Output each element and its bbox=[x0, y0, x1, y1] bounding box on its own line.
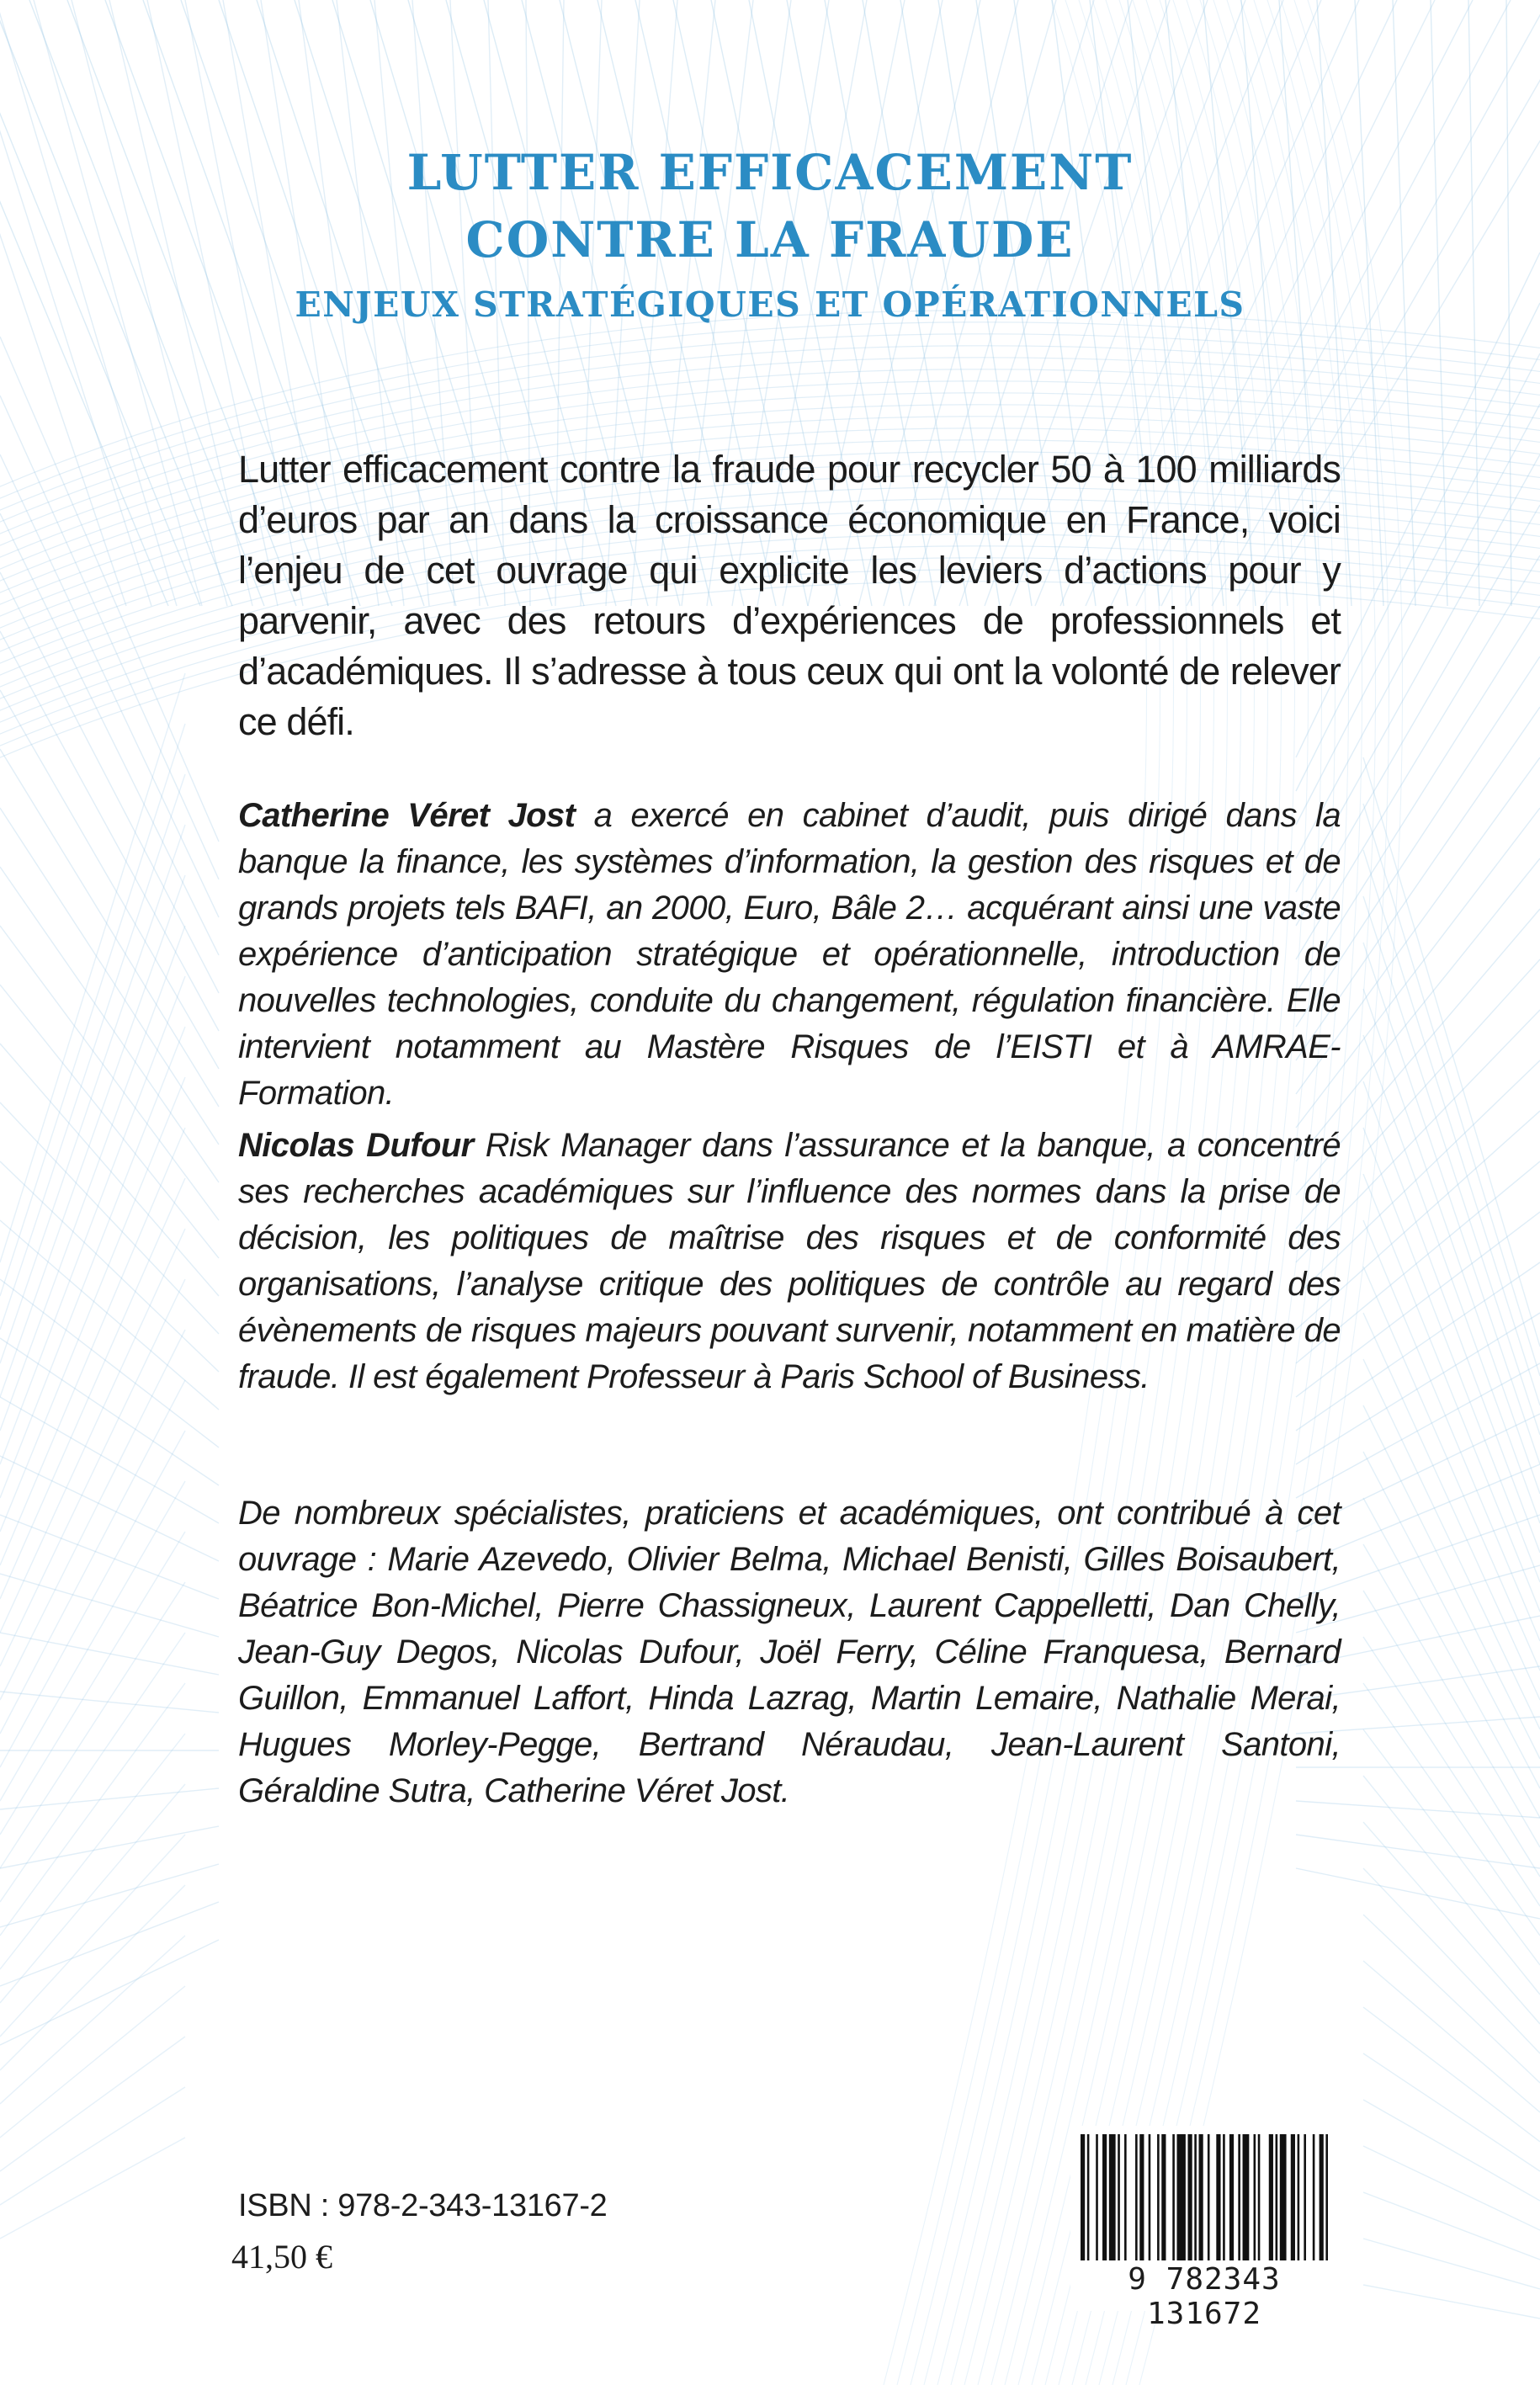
background-line bbox=[1296, 1835, 1540, 1868]
background-line bbox=[0, 1532, 185, 1835]
background-line bbox=[0, 572, 219, 993]
barcode bbox=[1070, 2126, 1338, 2331]
background-line bbox=[0, 1456, 219, 1561]
background-line bbox=[1363, 1961, 1540, 2112]
background-line bbox=[1363, 2007, 1540, 2142]
title-line-1: LUTTER EFFICACEMENT bbox=[406, 144, 1134, 201]
background-line bbox=[1363, 2100, 1540, 2201]
background-line bbox=[0, 1826, 219, 1868]
background-line bbox=[1296, 1868, 1540, 1919]
background-line bbox=[0, 1229, 185, 1633]
background-line bbox=[1363, 1915, 1540, 2083]
background-line bbox=[0, 1692, 219, 1713]
background-line bbox=[0, 1902, 219, 1986]
barcode-bar bbox=[1304, 2134, 1306, 2260]
background-line bbox=[1363, 1452, 1540, 1788]
background-line bbox=[1363, 1359, 1540, 1729]
barcode-bars bbox=[1081, 2134, 1328, 2260]
barcode-bar bbox=[1172, 2134, 1175, 2260]
background-line bbox=[0, 1574, 219, 1637]
author-name-1: Catherine Véret Jost bbox=[238, 797, 576, 834]
barcode-bar bbox=[1325, 2134, 1328, 2260]
background-line bbox=[0, 1279, 185, 1666]
background-line bbox=[1363, 1822, 1540, 2024]
background-line bbox=[1363, 2146, 1540, 2230]
barcode-bar bbox=[1208, 2134, 1210, 2260]
background-line bbox=[0, 1784, 185, 2003]
barcode-bar bbox=[1194, 2134, 1197, 2260]
author-bio-2-text: Risk Manager dans l’assurance et la banque, a concentré ses recherches académiques sur l’influence des normes dans la prise de décision, les politiques de maîtrise des risques et de conformité des organisations, l’analyse critique des politiques de contrôle au regard des évènements de risques majeurs pouvant survenir, notamment en matière de fraude. Il est également Professeur à Paris School of Business. bbox=[238, 1127, 1341, 1395]
barcode-bar bbox=[1087, 2134, 1090, 2260]
barcode-bar bbox=[1118, 2134, 1120, 2260]
background-line bbox=[0, 808, 219, 1145]
background-line bbox=[0, 1044, 219, 1296]
background-line bbox=[1363, 757, 1540, 1347]
background-line bbox=[0, 1582, 185, 1868]
title-line-2: CONTRE LA FRAUDE bbox=[465, 211, 1075, 268]
barcode-bar bbox=[1139, 2134, 1144, 2260]
background-line bbox=[0, 1515, 219, 1599]
background-line bbox=[0, 1734, 185, 1969]
barcode-bar bbox=[1109, 2134, 1116, 2260]
background-line bbox=[0, 1481, 185, 1801]
barcode-bar bbox=[1161, 2134, 1166, 2260]
barcode-bar bbox=[1269, 2134, 1273, 2260]
barcode-bar bbox=[1298, 2134, 1300, 2260]
subtitle: ENJEUX STRATÉGIQUES ET OPÉRATIONNELS bbox=[295, 284, 1245, 325]
background-line bbox=[0, 1279, 219, 1447]
background-line bbox=[1363, 1081, 1540, 1553]
background-line bbox=[0, 513, 219, 955]
background-line bbox=[1363, 1267, 1540, 1671]
background-line bbox=[0, 724, 185, 1296]
background-line bbox=[1363, 2239, 1540, 2289]
barcode-bar bbox=[1176, 2134, 1185, 2260]
background-line bbox=[1363, 2192, 1540, 2260]
background-line bbox=[0, 2087, 185, 2205]
background-line bbox=[0, 1220, 219, 1410]
background-line bbox=[0, 1633, 185, 1902]
background-line bbox=[1363, 1313, 1540, 1700]
price-label: 41,50 € bbox=[231, 2238, 332, 2276]
background-line bbox=[0, 1397, 219, 1523]
barcode-bar bbox=[1102, 2134, 1107, 2260]
background-line bbox=[0, 926, 185, 1431]
background-line bbox=[1363, 850, 1540, 1405]
author-bio-1-text: a exercé en cabinet d’audit, puis dirigé dans la banque la finance, les systèmes d’information, la gestion des risques et de grands projets tels BAFI, an 2000, Euro, Bâle 2… acquérant ainsi une vaste expérience d’anticipation stratégique et opérationnelle, introduction de nouvelles technologies, conduite du changement, régulation financière. Elle intervient notamment au Mastère Risques de l’EISTI et à AMRAE-Formation. bbox=[238, 797, 1341, 1112]
background-line bbox=[0, 2037, 185, 2171]
background-line bbox=[1363, 943, 1540, 1464]
author-name-2: Nicolas Dufour bbox=[238, 1127, 474, 1164]
barcode-bar bbox=[1280, 2134, 1287, 2260]
author-bio-1 bbox=[238, 793, 1341, 1117]
barcode-bar bbox=[1081, 2134, 1085, 2260]
barcode-bar bbox=[1229, 2134, 1234, 2260]
background-line bbox=[0, 1102, 219, 1334]
barcode-bar bbox=[1238, 2134, 1240, 2260]
background-line bbox=[1363, 1591, 1540, 1877]
background-line bbox=[0, 2138, 185, 2239]
background-line bbox=[1363, 1220, 1540, 1641]
barcode-bar bbox=[1276, 2134, 1278, 2260]
barcode-bar bbox=[1157, 2134, 1160, 2260]
background-line bbox=[0, 1431, 185, 1767]
background-line bbox=[0, 1330, 185, 1700]
barcode-bar bbox=[1135, 2134, 1138, 2260]
background-line bbox=[0, 1940, 219, 2045]
background-line bbox=[0, 875, 185, 1397]
background-line bbox=[0, 454, 219, 917]
background-line bbox=[0, 337, 219, 842]
background-line bbox=[1363, 2285, 1540, 2319]
barcode-bar bbox=[1320, 2134, 1324, 2260]
background-line bbox=[1363, 1637, 1540, 1906]
barcode-bar bbox=[1096, 2134, 1098, 2260]
isbn-label: ISBN : 978-2-343-13167-2 bbox=[238, 2188, 608, 2223]
barcode-bar bbox=[1223, 2134, 1225, 2260]
barcode-bar bbox=[1258, 2134, 1261, 2260]
background-line bbox=[0, 1077, 185, 1532]
background-line bbox=[1363, 2053, 1540, 2171]
background-line bbox=[0, 1788, 219, 1809]
background-line bbox=[0, 1885, 185, 2070]
barcode-bar bbox=[1291, 2134, 1295, 2260]
background-line bbox=[0, 1835, 185, 2037]
background-line bbox=[0, 749, 219, 1107]
barcode-bar bbox=[1254, 2134, 1256, 2260]
barcode-bar bbox=[1243, 2134, 1250, 2260]
barcode-digits: 9 782343 131672 bbox=[1128, 2262, 1281, 2331]
background-line bbox=[0, 985, 219, 1258]
background-line bbox=[0, 690, 219, 1069]
background-line bbox=[0, 1027, 185, 1498]
intro-paragraph: Lutter efficacement contre la fraude pour recycler 50 à 100 milliards d’euros par an dans la croissance économique en France, voici l’enjeu de cet ouvrage qui explicite les leviers d’actions pour y parvenir, avec des retours d’expériences de professionnels et d’académiques. Il s’adresse à tous ceux qui ont la volonté de relever ce défi. bbox=[238, 448, 1341, 743]
background-line bbox=[0, 1683, 185, 1936]
background-line bbox=[0, 1986, 185, 2138]
barcode-bar bbox=[1124, 2134, 1127, 2260]
background-line bbox=[0, 774, 185, 1330]
author-bio-2 bbox=[238, 1123, 1341, 1400]
barcode-bar bbox=[1216, 2134, 1220, 2260]
background-line bbox=[1363, 1405, 1540, 1759]
background-line bbox=[0, 673, 185, 1262]
background-line bbox=[0, 1936, 185, 2104]
barcode-bar bbox=[1187, 2134, 1192, 2260]
background-line bbox=[0, 1128, 185, 1565]
background-line bbox=[0, 1380, 185, 1734]
background-line bbox=[1363, 804, 1540, 1376]
background-line bbox=[0, 1338, 219, 1485]
barcode-bar bbox=[1313, 2134, 1315, 2260]
barcode-bar bbox=[1198, 2134, 1203, 2260]
background-line bbox=[0, 1633, 219, 1675]
background-line bbox=[1363, 989, 1540, 1494]
contributors-paragraph: De nombreux spécialistes, praticiens et académiques, ont contribué à cet ouvrage : Marie Azevedo, Olivier Belma, Michael Benisti, Gilles Boisaubert, Béatrice Bon-Michel, Pierre Chassigneux, Laurent Cappelletti, Dan Chelly, Jean-Guy Degos, Nicolas Dufour, Joël Ferry, Céline Franquesa, Bernard Guillon, Emmanuel Laffort, Hinda Lazrag, Martin Lemaire, Nathalie Merai, Hugues Morley-Pegge, Bertrand Néraudau, Jean-Laurent Santoni, Géraldine Sutra, Catherine Véret Jost. bbox=[238, 1495, 1341, 1809]
background-line bbox=[0, 1178, 185, 1599]
barcode-bar bbox=[1149, 2134, 1151, 2260]
